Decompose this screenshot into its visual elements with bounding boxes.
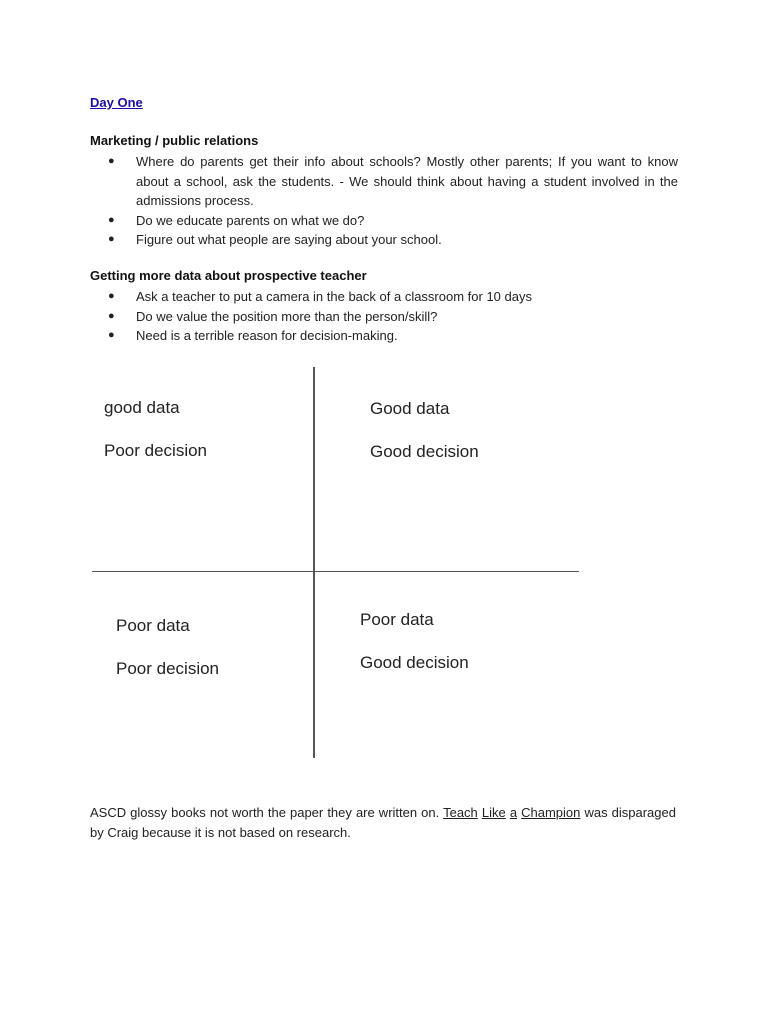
bullet-icon: ●	[108, 309, 115, 322]
list-item	[108, 287, 678, 307]
quadrant-bottom-right-data: Poor data	[360, 610, 434, 629]
closing-paragraph	[90, 803, 676, 843]
bullet-icon: ●	[108, 329, 115, 341]
quadrant-top-right-decision: Good decision	[370, 442, 479, 461]
section-title-marketing: Marketing / public relations	[90, 133, 259, 148]
quadrant-top-right-data: Good data	[370, 399, 450, 418]
book-title-link-a[interactable]: a	[509, 805, 518, 820]
teacher-bullet-list	[108, 287, 678, 346]
closing-text-start: ASCD glossy books not worth the paper they are written on.	[90, 805, 440, 820]
horizontal-axis-line	[92, 571, 579, 572]
book-title-link-teach[interactable]: Teach	[443, 805, 478, 820]
list-item-text: Ask a teacher to put a camera in the back of a classroom for 10 days	[136, 289, 532, 304]
list-item	[108, 211, 678, 231]
quadrant-bottom-left-decision: Poor decision	[116, 659, 220, 678]
list-item	[108, 326, 678, 346]
list-item-text: Do we value the position more than the person/skill?	[136, 308, 438, 324]
list-item-text: Where do parents get their info about schools? Mostly other parents; If you want to know about a school, ask the students. - We should think about having a student involved in the admissions process.	[136, 154, 678, 208]
list-item	[108, 230, 678, 250]
closing-text-end: was disparaged by Craig because it is not based on research.	[90, 805, 676, 840]
list-item-text: Figure out what people are saying about your school.	[136, 232, 442, 247]
quadrant-top-left-data: good data	[104, 398, 180, 417]
vertical-axis-line	[313, 367, 315, 758]
section-title-prospective-teacher: Getting more data about prospective teacher	[90, 268, 367, 283]
book-title-link-champion[interactable]: Champion	[521, 805, 581, 820]
list-item-text: Need is a terrible reason for decision-making.	[136, 328, 398, 343]
list-item-text: Do we educate parents on what we do?	[136, 212, 365, 228]
quadrant-bottom-right-decision: Good decision	[360, 653, 469, 672]
day-one-heading-link[interactable]: Day One	[90, 95, 143, 110]
bullet-icon: ●	[108, 290, 115, 302]
quadrant-bottom-left-data: Poor data	[116, 616, 190, 635]
bullet-icon: ●	[108, 213, 115, 226]
list-item	[108, 307, 678, 327]
bullet-icon: ●	[108, 155, 115, 167]
marketing-bullet-list	[108, 152, 678, 250]
book-title-link-like[interactable]: Like	[481, 805, 506, 820]
quadrant-top-left-decision: Poor decision	[104, 441, 208, 460]
bullet-icon: ●	[108, 233, 115, 245]
list-item	[108, 152, 678, 211]
